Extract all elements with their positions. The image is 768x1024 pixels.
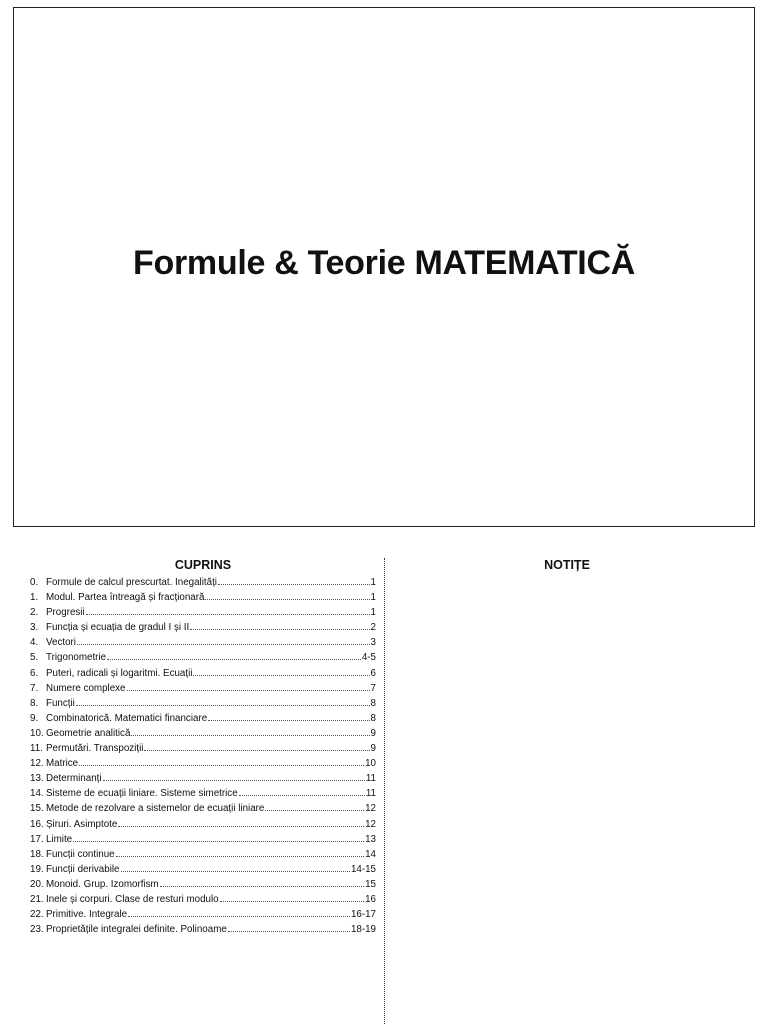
toc-dot-leader [107,650,361,660]
toc-dot-leader [193,666,369,676]
toc-dot-leader [76,696,370,706]
toc-entry [30,650,376,665]
toc-entry-number: 8. [30,697,39,709]
toc-dot-leader [265,801,364,811]
toc-entry-title: Progresii [46,607,85,619]
toc-entry-page: 2 [370,622,376,634]
toc-entry-page: 16 [365,893,376,905]
toc-entry-number: 23. [30,924,44,936]
toc-entry-title: Funcții [46,697,75,709]
toc-entry-title: Trigonometrie [46,652,107,664]
toc-entry-number: 5. [30,652,39,664]
toc-entry-title: Monoid. Grup. Izomorfism [46,878,159,890]
toc-dot-leader [239,786,365,796]
toc-dot-leader [218,575,370,585]
table-of-contents [30,557,376,937]
toc-entry-title: Metode de rezolvare a sistemelor de ecuații liniare [46,803,265,815]
toc-entry-number: 11. [30,743,43,755]
toc-dot-leader [190,620,369,630]
toc-entry-number: 6. [30,667,39,679]
toc-entry [30,726,376,741]
toc-entry-page: 13 [365,833,376,845]
toc-entry [30,620,376,635]
toc-entry-page: 1 [370,592,376,604]
toc-dot-leader [118,817,364,827]
toc-entry-page: 14 [365,848,376,860]
toc-entry [30,832,376,847]
toc-entry-title: Proprietățile integralei definite. Polinoame [46,924,227,936]
toc-dot-leader [86,605,370,615]
toc-entry-number: 21. [30,893,44,905]
toc-dot-leader [77,635,370,645]
toc-entry-title: Primitive. Integrale [46,909,128,921]
cover-frame [13,7,755,527]
toc-entry [30,877,376,892]
toc-entry-title: Determinanți [46,773,102,785]
toc-entry-title: Permutări. Transpoziții [46,743,144,755]
toc-entry-title: Funcții derivabile [46,863,120,875]
toc-entry-number: 13. [30,773,44,785]
toc-entry [30,801,376,816]
toc-dot-leader [73,832,364,842]
toc-entry-title: Funcții continue [46,848,115,860]
toc-entry-number: 12. [30,758,44,770]
toc-dot-leader [228,922,350,932]
toc-entry-page: 10 [365,758,376,770]
toc-entry [30,922,376,937]
toc-entry-title: Vectori [46,637,76,649]
toc-entry-title: Formule de calcul prescurtat. Inegalități [46,577,217,588]
toc-entry-page: 9 [370,743,376,755]
toc-entry-number: 22. [30,909,44,921]
toc-entry-page: 1 [370,577,376,588]
toc-entry-number: 18. [30,848,44,860]
toc-entry-title: Inele și corpuri. Clase de resturi modulo [46,893,219,905]
column-divider [384,558,385,1024]
toc-dot-leader [160,877,364,887]
toc-dot-leader [128,907,350,917]
toc-entry-number: 2. [30,607,39,619]
toc-entry-title: Combinatorică. Matematici financiare [46,712,208,724]
toc-entry-page: 8 [370,697,376,709]
toc-entry-number: 17. [30,833,44,845]
toc-entry-page: 12 [365,803,376,815]
toc-entry [30,786,376,801]
toc-entry-page: 9 [370,727,376,739]
toc-entry-number: 4. [30,637,39,649]
toc-entry-page: 1 [370,607,376,619]
toc-dot-leader [103,771,365,781]
toc-entry-page: 16-17 [350,909,376,921]
toc-entry [30,817,376,832]
toc-entry-title: Numere complexe [46,682,126,694]
toc-entry-number: 3. [30,622,39,634]
toc-entry-page: 12 [365,818,376,830]
toc-entry [30,711,376,726]
toc-entry [30,575,376,590]
toc-entry [30,605,376,620]
toc-list [30,575,376,937]
toc-heading: CUPRINS [174,558,232,572]
toc-entry-page: 3 [370,637,376,649]
toc-entry-page: 11 [365,773,376,785]
toc-entry [30,907,376,922]
toc-dot-leader [121,862,350,872]
toc-entry [30,590,376,605]
toc-dot-leader [116,847,364,857]
toc-dot-leader [205,590,369,600]
toc-dot-leader [79,756,364,766]
toc-dot-leader [127,681,370,691]
toc-dot-leader [131,726,369,736]
cover-title: Formule & Teorie MATEMATICĂ [133,243,635,282]
toc-entry-title: Geometrie analitică [46,727,131,739]
toc-entry-page: 18-19 [350,924,376,936]
toc-entry [30,862,376,877]
toc-entry-number: 10. [30,727,44,739]
toc-entry [30,847,376,862]
toc-entry-number: 15. [30,803,44,815]
toc-entry-number: 16. [30,818,44,830]
toc-entry-page: 4-5 [361,652,376,664]
toc-entry-page: 6 [370,667,376,679]
toc-entry [30,892,376,907]
toc-entry [30,771,376,786]
toc-entry-title: Puteri, radicali și logaritmi. Ecuații [46,667,193,679]
toc-entry-title: Modul. Partea întreagă și fracționară [46,592,205,604]
toc-entry [30,696,376,711]
toc-entry [30,756,376,771]
toc-entry-title: Matrice [46,758,79,770]
toc-dot-leader [220,892,364,902]
toc-entry-page: 7 [370,682,376,694]
toc-entry-number: 19. [30,863,44,875]
toc-entry-page: 11 [365,788,376,800]
toc-entry-page: 14-15 [350,863,376,875]
toc-dot-leader [144,741,369,751]
toc-entry-number: 0. [30,577,39,588]
toc-entry-number: 1. [30,592,39,604]
toc-entry [30,666,376,681]
toc-entry-title: Sisteme de ecuații liniare. Sisteme simetrice [46,788,238,800]
toc-entry-title: Limite [46,833,73,845]
toc-entry-number: 14. [30,788,44,800]
toc-entry [30,681,376,696]
notes-heading: NOTIȚE [544,558,590,572]
toc-entry-number: 7. [30,682,39,694]
toc-entry-number: 9. [30,712,39,724]
toc-entry-title: Funcția și ecuația de gradul I și II [46,622,190,634]
toc-entry-page: 15 [365,878,376,890]
toc-entry-number: 20. [30,878,44,890]
toc-entry [30,741,376,756]
toc-entry-page: 8 [370,712,376,724]
toc-dot-leader [208,711,369,721]
toc-entry [30,635,376,650]
toc-entry-title: Șiruri. Asimptote [46,818,118,830]
